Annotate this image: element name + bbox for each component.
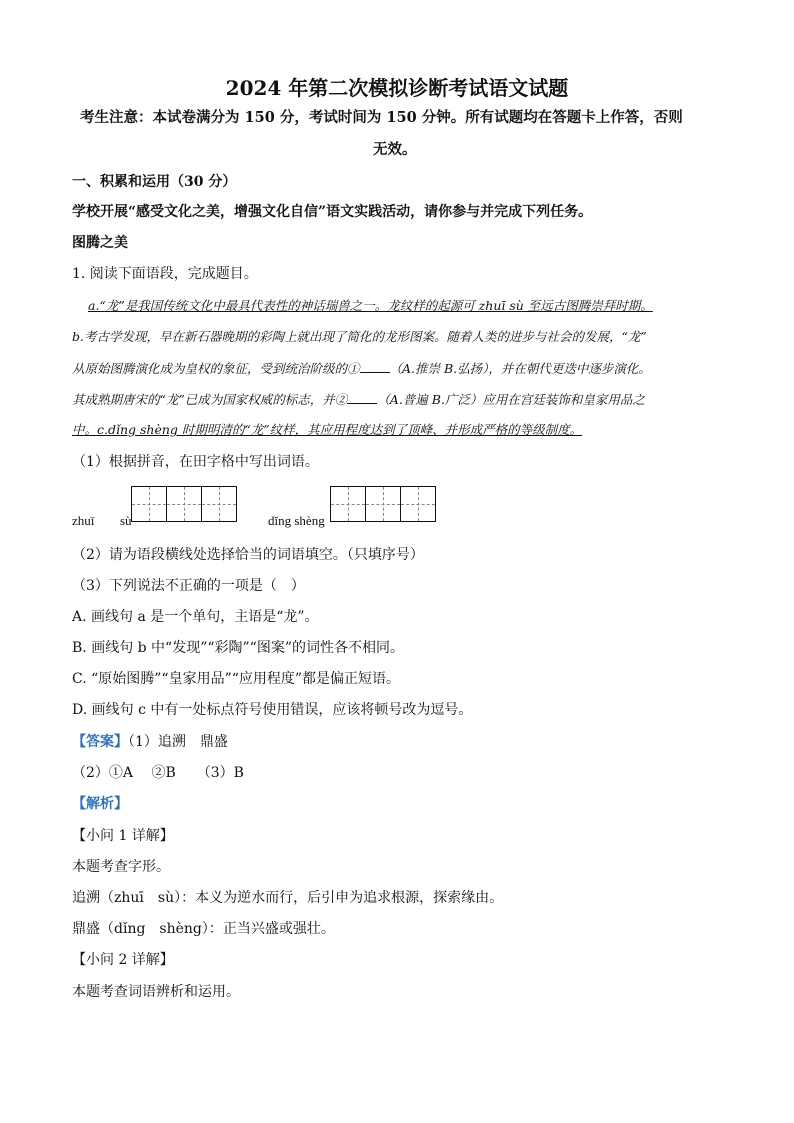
passage-line-5: 中。c.dǐng shèng 时期明清的“龙”纹样，其应用程度达到了顶峰、并形成严格的等级制度。	[72, 422, 583, 437]
detail-1-text: 本题考查字形。	[72, 859, 170, 875]
blank-2	[347, 389, 377, 404]
question-1: 1. 阅读下面语段，完成题目。	[72, 266, 258, 282]
grid-cell[interactable]	[365, 486, 401, 522]
sub-question-1: （1）根据拼音，在田字格中写出词语。	[72, 454, 319, 470]
answer-tag: 【答案】	[72, 734, 128, 750]
page-title: 2024 年第二次模拟诊断考试语文试题	[225, 76, 569, 100]
section-heading: 一、积累和运用（30 分）	[72, 174, 237, 190]
passage-line-4b: （A.普遍 B.广泛）应用在宫廷装饰和皇家用品之	[377, 392, 645, 407]
passage-line-4	[72, 389, 645, 410]
tianzige-grid-2[interactable]	[331, 486, 436, 522]
grid-cell[interactable]	[400, 486, 436, 522]
passage-line-3b: （A.推崇 B.弘扬），并在朝代更迭中逐步演化。	[389, 361, 651, 376]
passage-line-3a: 从原始图腾演化成为皇权的象征，受到统治阶级的①	[72, 361, 360, 376]
passage-line-1: a.“龙”是我国传统文化中最具代表性的神话瑞兽之一。龙纹样的起源可 zhuī sù 至远古图腾崇拜时期。	[88, 298, 653, 313]
answer-text-1: （1）追溯 鼎盛	[128, 734, 228, 750]
detail-2-heading: 【小问 2 详解】	[72, 952, 174, 968]
analysis-tag: 【解析】	[72, 796, 128, 812]
answer-line-2: （2）①A ②B （3）B	[72, 765, 244, 781]
grid-cell[interactable]	[201, 486, 237, 522]
sub-question-3: （3）下列说法不正确的一项是（ ）	[72, 578, 305, 594]
option-b: B. 画线句 b 中“发现”“彩陶”“图案”的词性各不相同。	[72, 640, 404, 656]
pinyin-su: sù	[120, 513, 132, 528]
analysis-line	[72, 794, 128, 814]
activity-intro: 学校开展“感受文化之美，增强文化自信”语文实践活动，请你参与并完成下列任务。	[72, 204, 593, 220]
notice-line-1: 考生注意：本试卷满分为 150 分，考试时间为 150 分钟。所有试题均在答题卡上作答，否则	[80, 109, 683, 126]
detail-1-heading: 【小问 1 详解】	[72, 828, 174, 844]
dingsheng-explanation: 鼎盛（dǐng shèng）：正当兴盛或强壮。	[72, 921, 335, 937]
passage-line-4a: 其成熟期唐宋的“龙”已成为国家权威的标志，并②	[72, 392, 348, 407]
detail-2-text: 本题考查词语辨析和运用。	[72, 984, 240, 1000]
pinyin-zhui: zhuī	[72, 513, 95, 528]
blank-1	[360, 358, 390, 373]
subsection-title: 图腾之美	[72, 235, 128, 251]
answer-line-1	[72, 732, 228, 752]
grid-cell[interactable]	[330, 486, 366, 522]
zhuisu-explanation: 追溯（zhuī sù）：本义为逆水而行，后引申为追求根源，探索缘由。	[72, 890, 504, 906]
option-d: D. 画线句 c 中有一处标点符号使用错误，应该将顿号改为逗号。	[72, 702, 473, 718]
grid-cell[interactable]	[131, 486, 167, 522]
option-a: A. 画线句 a 是一个单句，主语是“龙”。	[72, 609, 319, 625]
passage-line-3	[72, 358, 651, 379]
passage-line-2: b.考古学发现，早在新石器晚期的彩陶上就出现了简化的龙形图案。随着人类的进步与社会的发展，“龙”	[72, 329, 647, 344]
option-c: C. “原始图腾”“皇家用品”“应用程度”都是偏正短语。	[72, 671, 401, 687]
tianzige-grid-1[interactable]	[132, 486, 237, 522]
notice-line-2: 无效。	[373, 141, 417, 158]
pinyin-ding-sheng: dǐng shèng	[268, 513, 325, 528]
sub-question-2: （2）请为语段横线处选择恰当的词语填空。（只填序号）	[72, 547, 424, 563]
grid-cell[interactable]	[166, 486, 202, 522]
